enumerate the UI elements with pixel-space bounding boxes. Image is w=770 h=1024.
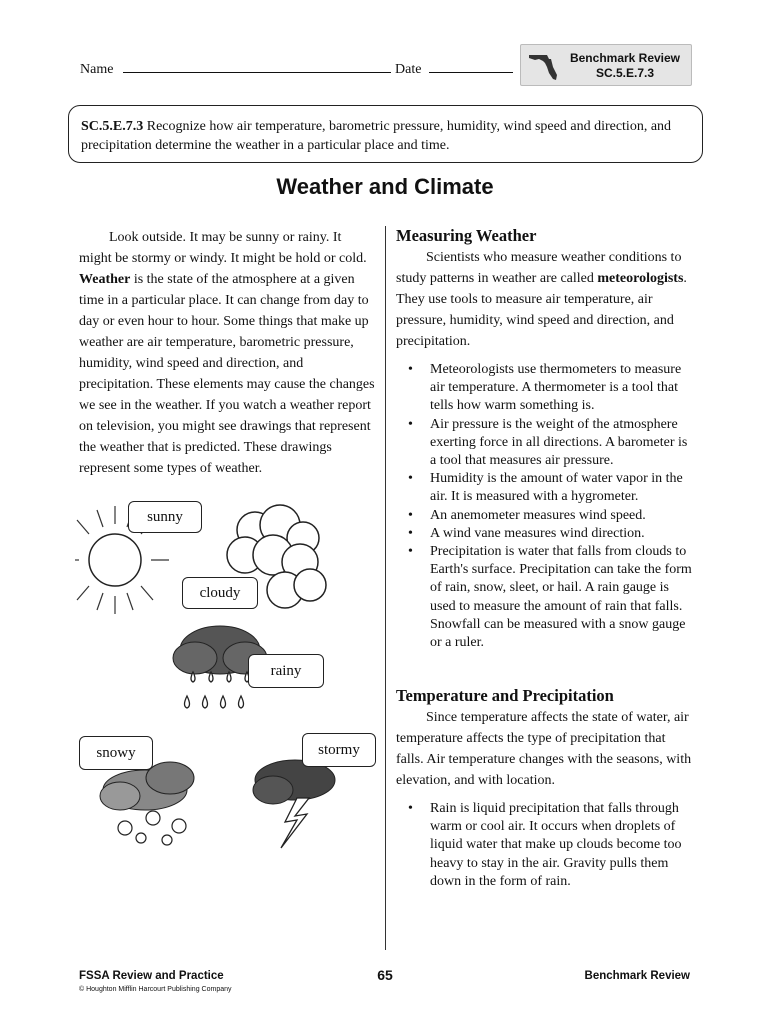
column-divider bbox=[385, 226, 386, 950]
benchmark-badge bbox=[520, 44, 692, 86]
storm-cloud-icon bbox=[253, 760, 335, 848]
weather-illustrations bbox=[75, 500, 375, 850]
measuring-list bbox=[396, 361, 694, 652]
florida-icon bbox=[527, 49, 561, 83]
measuring-intro-1: Scientists who measure weather conditions to study patterns in weather are called bbox=[396, 250, 682, 286]
list-item: • Meteorologists use thermometers to measure air temperature. A thermometer is a tool that tells how warm something is. bbox=[396, 361, 694, 416]
page-title: Weather and Climate bbox=[276, 174, 494, 199]
footer-title: FSSA Review and Practice bbox=[79, 970, 224, 982]
intro-text-2: is the state of the atmosphere at a given time in a particular place. It can change from day to day or even hour to hour. Some things that make up weather are air temperature, barometric pressure, humidity, wind speed and direction, and precipitation. These elements may cause the changes we see in the weather. If you watch a weather report on television, you might see drawings that represent the weather that is predicted. These drawings represent some types of weather. bbox=[79, 272, 375, 476]
standard-text: Recognize how air temperature, barometric pressure, humidity, wind speed and direction, and precipitation determine the weather in a particular place and time. bbox=[81, 119, 672, 153]
temperature-intro: Since temperature affects the state of water, air temperature affects the type of precipitation that falls. Air temperature changes with the seasons, with elevation, and with location. bbox=[396, 710, 692, 788]
standard-code: SC.5.E.7.3 bbox=[81, 119, 144, 134]
label-stormy: stormy bbox=[302, 733, 376, 767]
badge-title: Benchmark Review bbox=[569, 51, 681, 65]
list-item: • A wind vane measures wind direction. bbox=[396, 525, 694, 543]
footer-copyright: © Houghton Mifflin Harcourt Publishing Company bbox=[79, 986, 232, 993]
date-line bbox=[429, 60, 513, 73]
list-item: • Precipitation is water that falls from clouds to Earth's surface. Precipitation can take the form of rain, snow, sleet, or hail. A rain gauge is used to measure the amount of rain that falls. Snowfall can be measured with a snow gauge or a ruler. bbox=[396, 543, 694, 652]
list-item: • Humidity is the amount of water vapor in the air. It is measured with a hygrometer. bbox=[396, 470, 694, 506]
measuring-term: meteorologists bbox=[597, 271, 684, 286]
badge-text bbox=[563, 51, 687, 81]
measuring-heading: Measuring Weather bbox=[396, 226, 537, 245]
list-item: • An anemometer measures wind speed. bbox=[396, 507, 694, 525]
label-rainy: rainy bbox=[248, 654, 324, 688]
list-item: • Air pressure is the weight of the atmosphere exerting force in all directions. A barometer is a tool that measures air pressure. bbox=[396, 416, 694, 471]
snow-cloud-icon bbox=[100, 762, 194, 845]
temperature-heading: Temperature and Precipitation bbox=[396, 686, 614, 705]
measuring-intro-2: . They use tools to measure air temperature, air pressure, humidity, wind speed and direction, and precipitation. bbox=[396, 271, 687, 349]
label-sunny: sunny bbox=[128, 501, 202, 533]
standard-box bbox=[68, 105, 703, 163]
temperature-section bbox=[396, 685, 694, 891]
intro-term: Weather bbox=[79, 272, 131, 287]
list-item: • Rain is liquid precipitation that falls through warm or cool air. It occurs when droplets of liquid water that make up clouds become too heavy to stay in the air. Gravity pulls them down in the form of rain. bbox=[396, 800, 694, 891]
label-cloudy: cloudy bbox=[182, 577, 258, 609]
name-field bbox=[80, 60, 391, 78]
intro-paragraph bbox=[79, 227, 377, 479]
date-label: Date bbox=[395, 62, 422, 77]
intro-text-1: Look outside. It may be sunny or rainy. It might be stormy or windy. It might be hold or cold. bbox=[79, 230, 367, 266]
badge-code: SC.5.E.7.3 bbox=[595, 66, 655, 80]
page-number: 65 bbox=[377, 967, 393, 983]
date-field bbox=[395, 60, 513, 78]
name-line bbox=[123, 60, 391, 73]
name-label: Name bbox=[80, 62, 114, 77]
temperature-list bbox=[396, 800, 694, 891]
label-snowy: snowy bbox=[79, 736, 153, 770]
measuring-section bbox=[396, 225, 694, 652]
footer-right: Benchmark Review bbox=[584, 970, 690, 982]
